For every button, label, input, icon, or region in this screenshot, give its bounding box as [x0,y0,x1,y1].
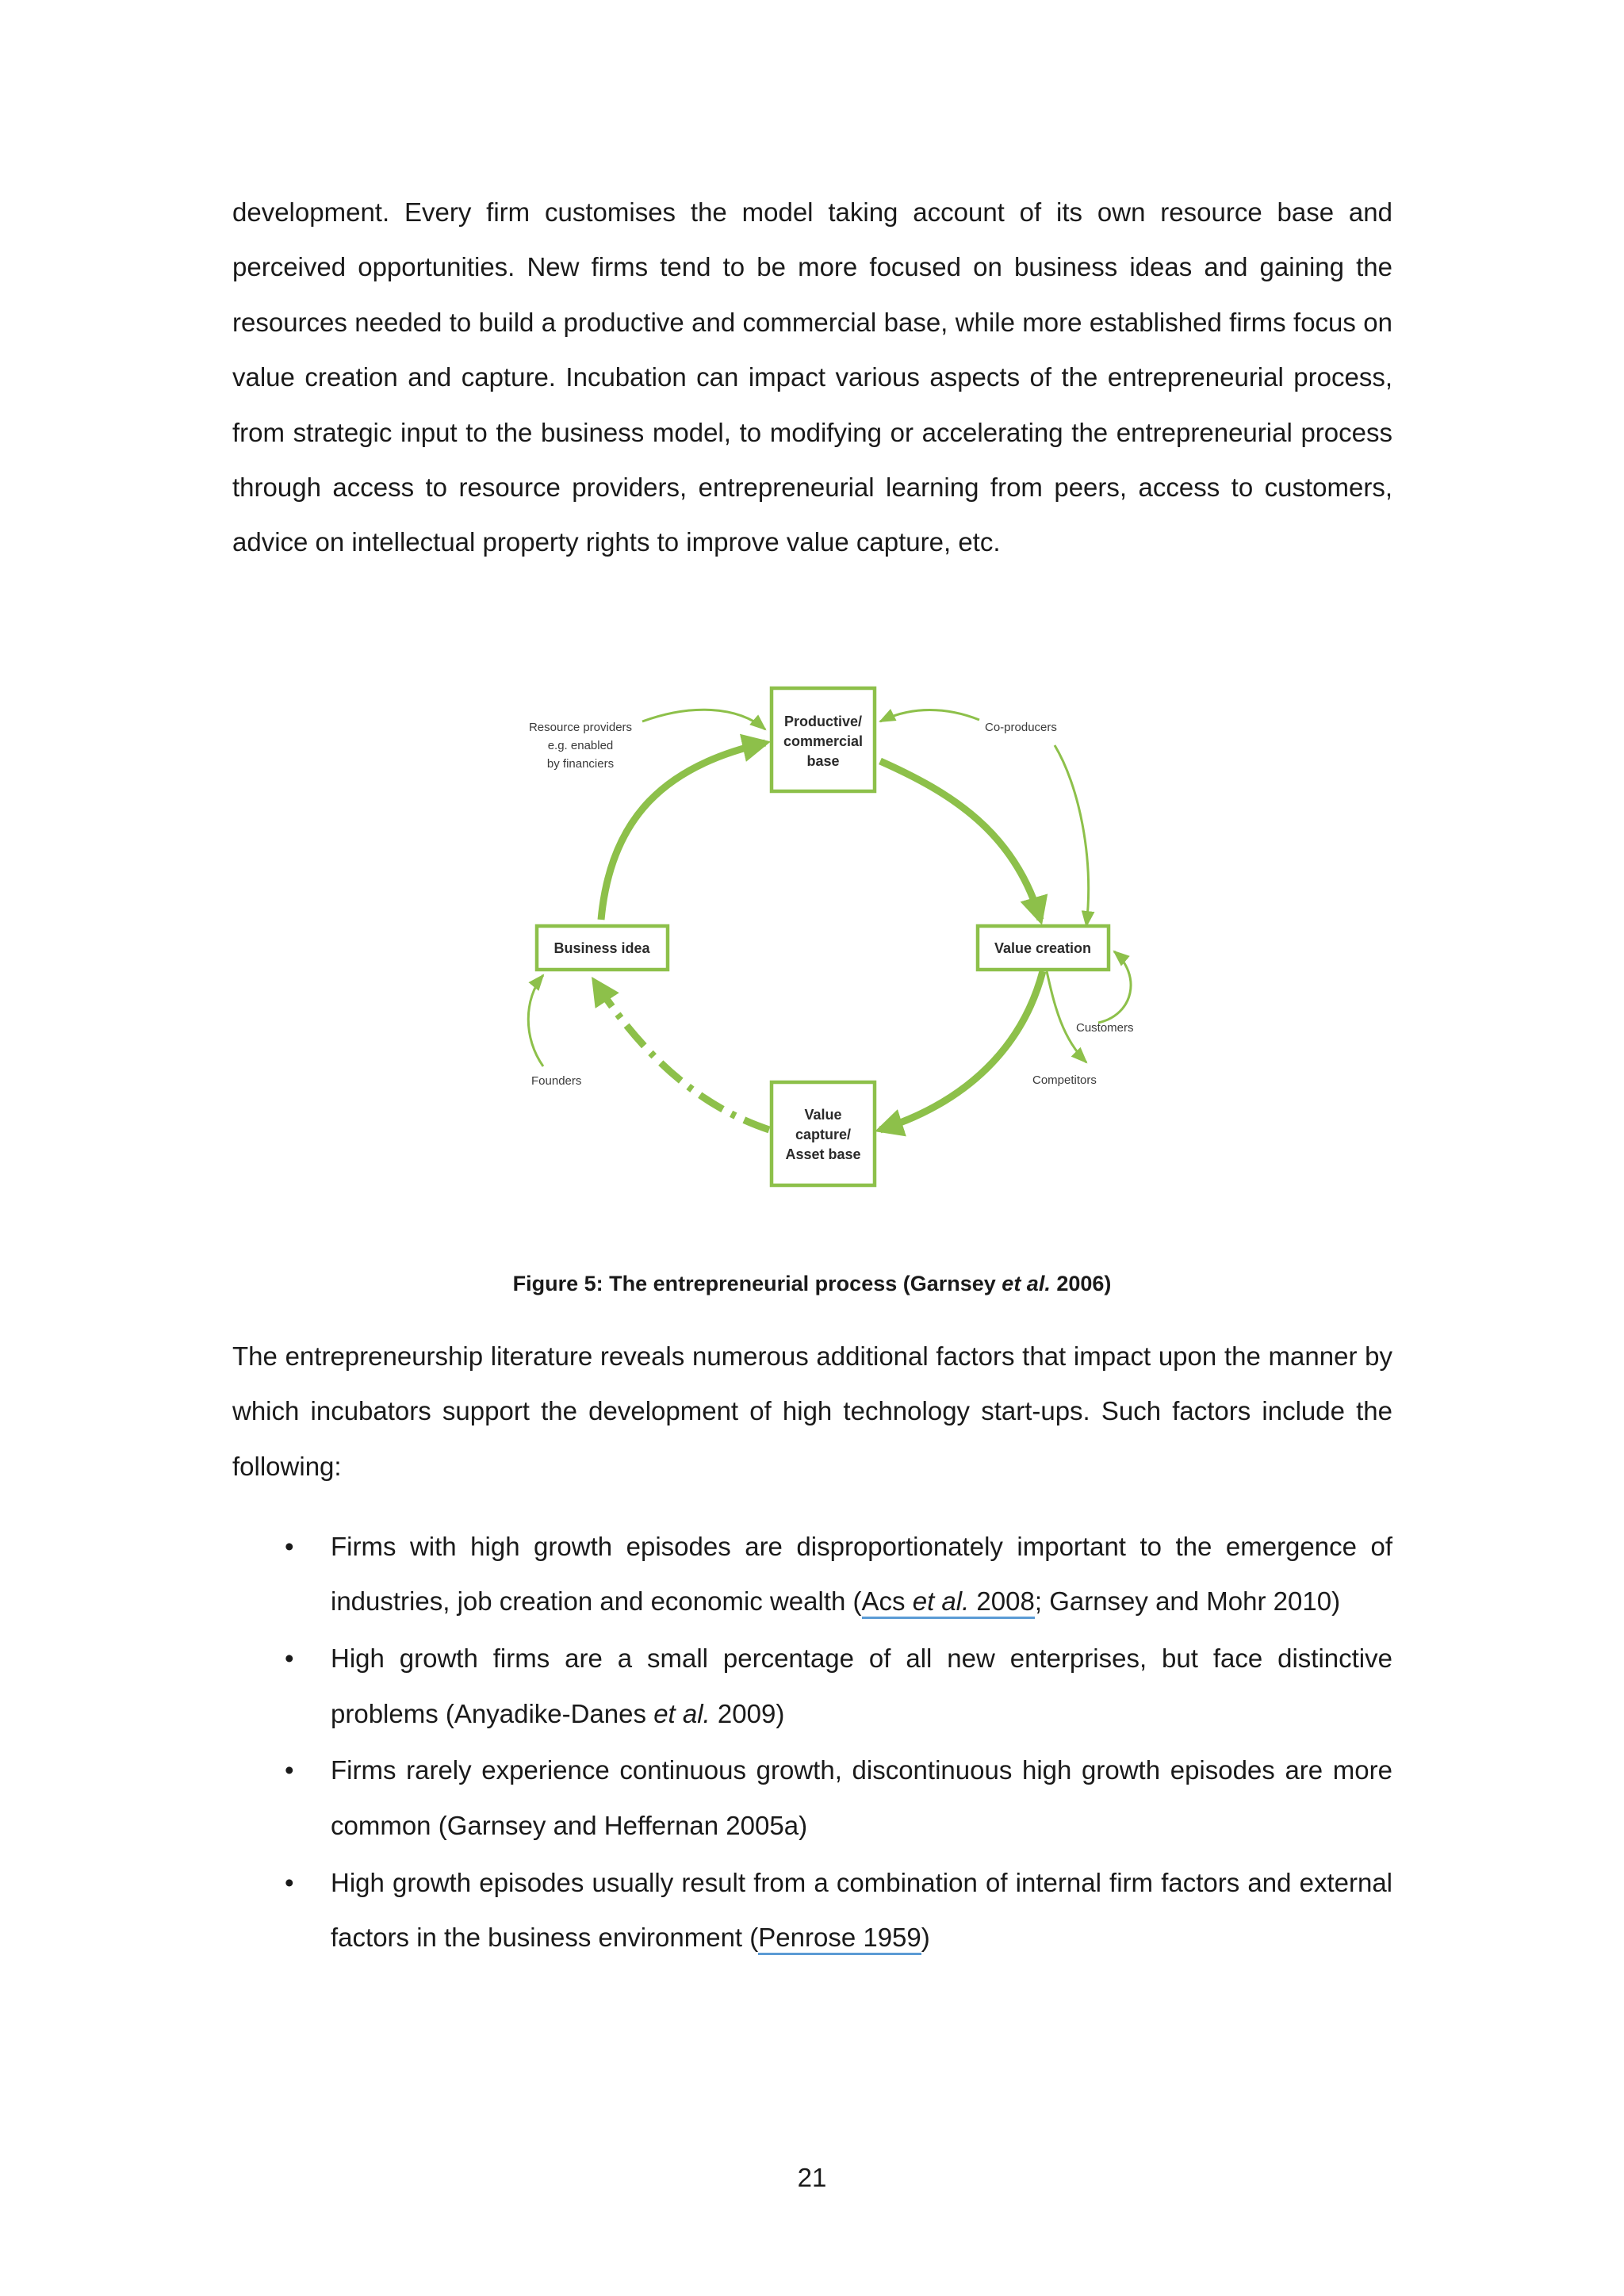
label-resource-providers-line2: e.g. enabled [547,739,614,752]
bullet-4-text: High growth episodes usually result from a combination of internal firm factors and external factors in the business environment ( [331,1867,1392,1953]
bullet-2-italic: et al. [653,1698,710,1728]
list-item [232,1631,1392,1741]
bullet-3-text: Firms rarely experience continuous growth, discontinuous high growth episodes are more common (Garnsey and Heffernan 2005a) [331,1755,1392,1840]
page-number: 21 [797,2163,827,2192]
citation-link-acs-text: Acs [861,1586,913,1617]
arrow-founders [528,975,543,1066]
bullet-2-text: High growth firms are a small percentage of all new enterprises, but face distinctive problems (Anyadike-Danes [331,1644,1392,1728]
label-resource-providers-line3: by financiers [546,757,615,771]
bullet-2-after: 2009) [710,1698,785,1728]
list-item [232,1855,1392,1965]
bullet-icon: • [285,1532,294,1561]
caption-suffix: 2006) [1050,1272,1112,1295]
body-paragraph-2: The entrepreneurship literature reveals numerous additional factors that impact upon the manner by which incubators support the development of high technology start-ups. Such factors include the following: [232,1341,1392,1481]
label-competitors: Competitors [1032,1073,1097,1087]
bullet-icon: • [285,1755,294,1785]
bullet-1-text: Firms with high growth episodes are disproportionately important to the emergence of industries, job creation and economic wealth ( [331,1532,1392,1617]
box-value-capture-line1: Value [804,1107,842,1123]
box-productive-line1: Productive/ [783,714,863,729]
arrow-value-creation-to-capture [880,971,1043,1130]
label-founders: Founders [531,1074,582,1088]
bullet-icon: • [285,1644,294,1674]
citation-link-acs-2008[interactable] [862,1586,1035,1619]
arrow-capture-to-idea-dashed [595,982,769,1130]
figure-caption [0,1272,1624,1296]
factor-list [232,1519,1392,1967]
box-value-capture-line2: capture/ [795,1127,852,1142]
arrow-resource-providers [642,710,765,729]
entrepreneurial-process-figure [508,674,1158,1197]
citation-link-acs-italic: et al. [912,1586,970,1617]
label-resource-providers-line1: Resource providers [528,721,633,734]
arrow-competitors [1047,971,1086,1062]
box-productive-line2: commercial [783,733,864,749]
bullet-icon: • [285,1867,294,1897]
box-business-idea-label: Business idea [553,940,650,956]
bullet-1-after: ; Garnsey and Mohr 2010) [1034,1586,1341,1617]
citation-link-acs-year: 2008 [969,1586,1035,1617]
box-productive-line3: base [806,753,840,769]
cycle-diagram [508,674,1158,1197]
body-paragraph-1: development. Every firm customises the model taking account of its own resource base and perceived opportunities. New firms tend to be more focused on business ideas and gaining the resources needed to build a productive and commercial base, while more established firms focus on value creation and capture. Incubation can impact various aspects of the entrepreneurial process, from strategic input to the business model, to modifying or accelerating the entrepreneurial process through access to resource providers, entrepreneurial learning from peers, access to customers, advice on intellectual property rights to improve value capture, etc. [232,197,1392,557]
list-item [232,1519,1392,1629]
box-value-capture-line3: Asset base [785,1146,861,1162]
label-co-producers: Co-producers [985,721,1057,734]
arrow-co-producers-to-value-creation [1055,745,1089,926]
citation-link-penrose-1959[interactable]: Penrose 1959 [758,1923,921,1955]
label-customers: Customers [1076,1021,1134,1035]
caption-prefix: Figure 5: The entrepreneurial process (Garnsey [512,1272,1002,1295]
list-item [232,1743,1392,1853]
arrow-idea-to-productive [601,743,765,920]
caption-italic: et al. [1002,1272,1051,1295]
box-value-creation-label: Value creation [994,940,1092,956]
arrow-productive-to-value-creation [880,761,1040,920]
bullet-4-after: ) [921,1923,930,1953]
arrow-co-producers-to-productive [880,710,979,722]
